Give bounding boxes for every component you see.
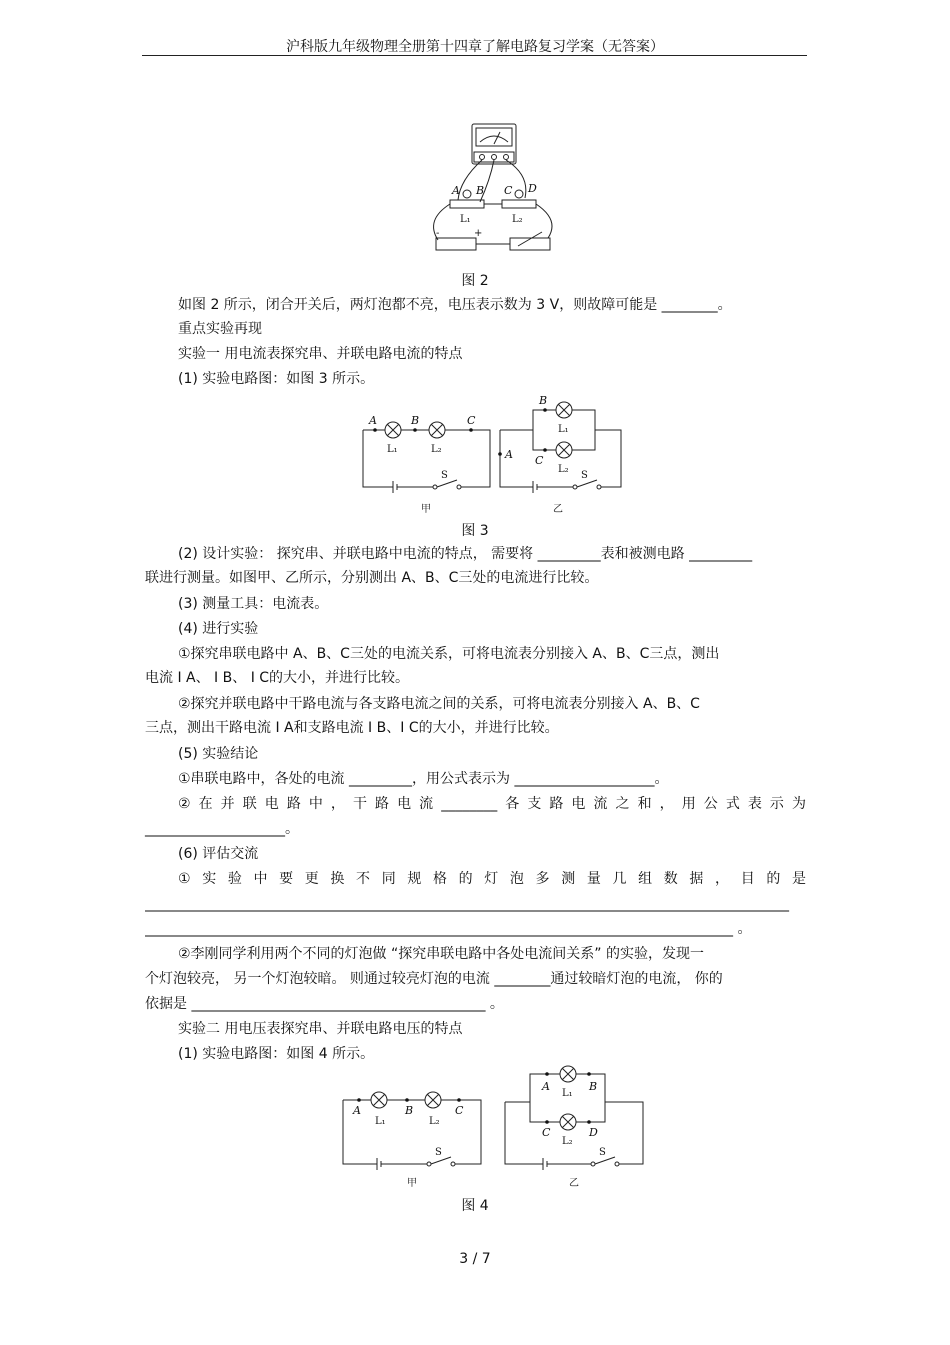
fig4-right-caption: 乙 bbox=[569, 1178, 579, 1189]
fig3-left-label-c: C bbox=[467, 414, 476, 427]
text-line-22: 个灯泡较亮， 另一个灯泡较暗。 则通过较亮灯泡的电流 ________通过较暗灯泡的电流， 你的 bbox=[145, 971, 723, 987]
fig2-label-a: A bbox=[452, 184, 460, 197]
text-line-5: (2) 设计实验： 探究串、并联电路中电流的特点， 需要将 _________表和被测电路 _________ bbox=[178, 546, 753, 562]
fig3-right-label-l1: L₁ bbox=[558, 424, 569, 435]
fig3-left-caption: 甲 bbox=[421, 504, 431, 515]
fig4-right-label-b: B bbox=[589, 1080, 598, 1093]
fig4-left-label-s: S bbox=[435, 1147, 442, 1158]
fig4-left-label-l2: L₂ bbox=[429, 1116, 440, 1127]
fig2-label-c: C bbox=[504, 184, 513, 197]
fig4-left-label-b: B bbox=[405, 1104, 414, 1117]
text-line-12: 三点，测出干路电流 I A和支路电流 I B、I C的大小，并进行比较。 bbox=[145, 720, 559, 736]
text-line-25: (1) 实验电路图：如图 4 所示。 bbox=[178, 1046, 375, 1062]
fig3-right-label-l2: L₂ bbox=[558, 464, 569, 475]
fig3-right-label-s: S bbox=[581, 470, 588, 481]
fig2-label-plus: + bbox=[474, 228, 483, 239]
fig3-left-label-a: A bbox=[369, 414, 377, 427]
fig3-left-label-b: B bbox=[411, 414, 420, 427]
fig4-right-label-l1: L₁ bbox=[562, 1088, 573, 1099]
text-line-2: 重点实验再现 bbox=[178, 321, 262, 337]
fig2-label-d: D bbox=[528, 182, 537, 195]
figure-3-circuits bbox=[355, 392, 630, 517]
fig4-right-label-l2: L₂ bbox=[562, 1136, 573, 1147]
text-line-8: (4) 进行实验 bbox=[178, 621, 259, 637]
figure-2-apparatus bbox=[420, 120, 560, 260]
text-line-19: ____________________________________________________________________________________________ bbox=[145, 896, 789, 912]
fig3-left-label-l2: L₂ bbox=[431, 444, 442, 455]
figure-4-circuits bbox=[335, 1062, 650, 1190]
fig2-label-l2: L₂ bbox=[512, 214, 523, 225]
text-line-24: 实验二 用电压表探究串、并联电路电压的特点 bbox=[178, 1021, 463, 1037]
figure-4-caption: 图 4 bbox=[461, 1198, 489, 1214]
text-line-3: 实验一 用电流表探究串、并联电路电流的特点 bbox=[178, 346, 463, 362]
fig2-label-l1: L₁ bbox=[460, 214, 471, 225]
text-line-11: ②探究并联电路中干路电流与各支路电流之间的关系，可将电流表分别接入 A、B、C bbox=[178, 696, 700, 712]
fig4-right-label-d: D bbox=[589, 1126, 598, 1139]
fig3-right-label-a: A bbox=[505, 448, 513, 461]
text-line-9: ①探究串联电路中 A、B、C三处的电流关系，可将电流表分别接入 A、B、C三点，测出 bbox=[178, 646, 720, 662]
fig3-right-label-c: C bbox=[535, 454, 544, 467]
fig4-right-label-s: S bbox=[599, 1147, 606, 1158]
fig4-left-label-a: A bbox=[353, 1104, 361, 1117]
fig2-label-b: B bbox=[476, 184, 485, 197]
text-line-14: ①串联电路中，各处的电流 _________，用公式表示为 ____________________。 bbox=[178, 771, 669, 787]
text-line-15: ②在并联电路中，干路电流________各支路电流之和，用公式表示为 bbox=[178, 796, 806, 812]
fig3-left-label-l1: L₁ bbox=[387, 444, 398, 455]
figure-3-caption: 图 3 bbox=[461, 523, 489, 539]
text-line-23: 依据是 __________________________________________ 。 bbox=[145, 996, 504, 1012]
page-header: 沪科版九年级物理全册第十四章了解电路复习学案（无答案） bbox=[286, 39, 664, 55]
text-line-21: ②李刚同学利用两个不同的灯泡做 “探究串联电路中各处电流间关系” 的实验，发现一 bbox=[178, 946, 704, 962]
fig4-right-label-a: A bbox=[542, 1080, 550, 1093]
fig3-left-label-s: S bbox=[441, 470, 448, 481]
text-line-7: (3) 测量工具：电流表。 bbox=[178, 596, 329, 612]
fig4-left-label-c: C bbox=[455, 1104, 464, 1117]
text-line-16: ____________________。 bbox=[145, 821, 299, 837]
fig4-left-caption: 甲 bbox=[407, 1178, 417, 1189]
figure-2-caption: 图 2 bbox=[461, 273, 489, 289]
text-line-10: 电流 I A、 I B、 I C的大小，并进行比较。 bbox=[145, 670, 410, 686]
text-line-17: (6) 评估交流 bbox=[178, 846, 259, 862]
text-line-13: (5) 实验结论 bbox=[178, 746, 259, 762]
fig4-left-label-l1: L₁ bbox=[375, 1116, 386, 1127]
header-rule bbox=[142, 55, 807, 56]
text-line-18: ①实验中要更换不同规格的灯泡多测量几组数据，目的是 bbox=[178, 871, 806, 887]
text-line-4: (1) 实验电路图：如图 3 所示。 bbox=[178, 371, 375, 387]
text-line-20: ____________________________________________________________________________________ 。 bbox=[145, 921, 752, 937]
text-line-1: 如图 2 所示，闭合开关后，两灯泡都不亮，电压表示数为 3 V，则故障可能是 ________。 bbox=[178, 297, 732, 313]
page-number: 3 / 7 bbox=[459, 1251, 491, 1267]
fig2-label-minus: - bbox=[436, 228, 440, 239]
text-line-6: 联进行测量。如图甲、乙所示，分别测出 A、B、C三处的电流进行比较。 bbox=[145, 570, 599, 586]
fig4-right-label-c: C bbox=[542, 1126, 551, 1139]
fig3-right-caption: 乙 bbox=[553, 504, 563, 515]
fig3-right-label-b: B bbox=[539, 394, 548, 407]
